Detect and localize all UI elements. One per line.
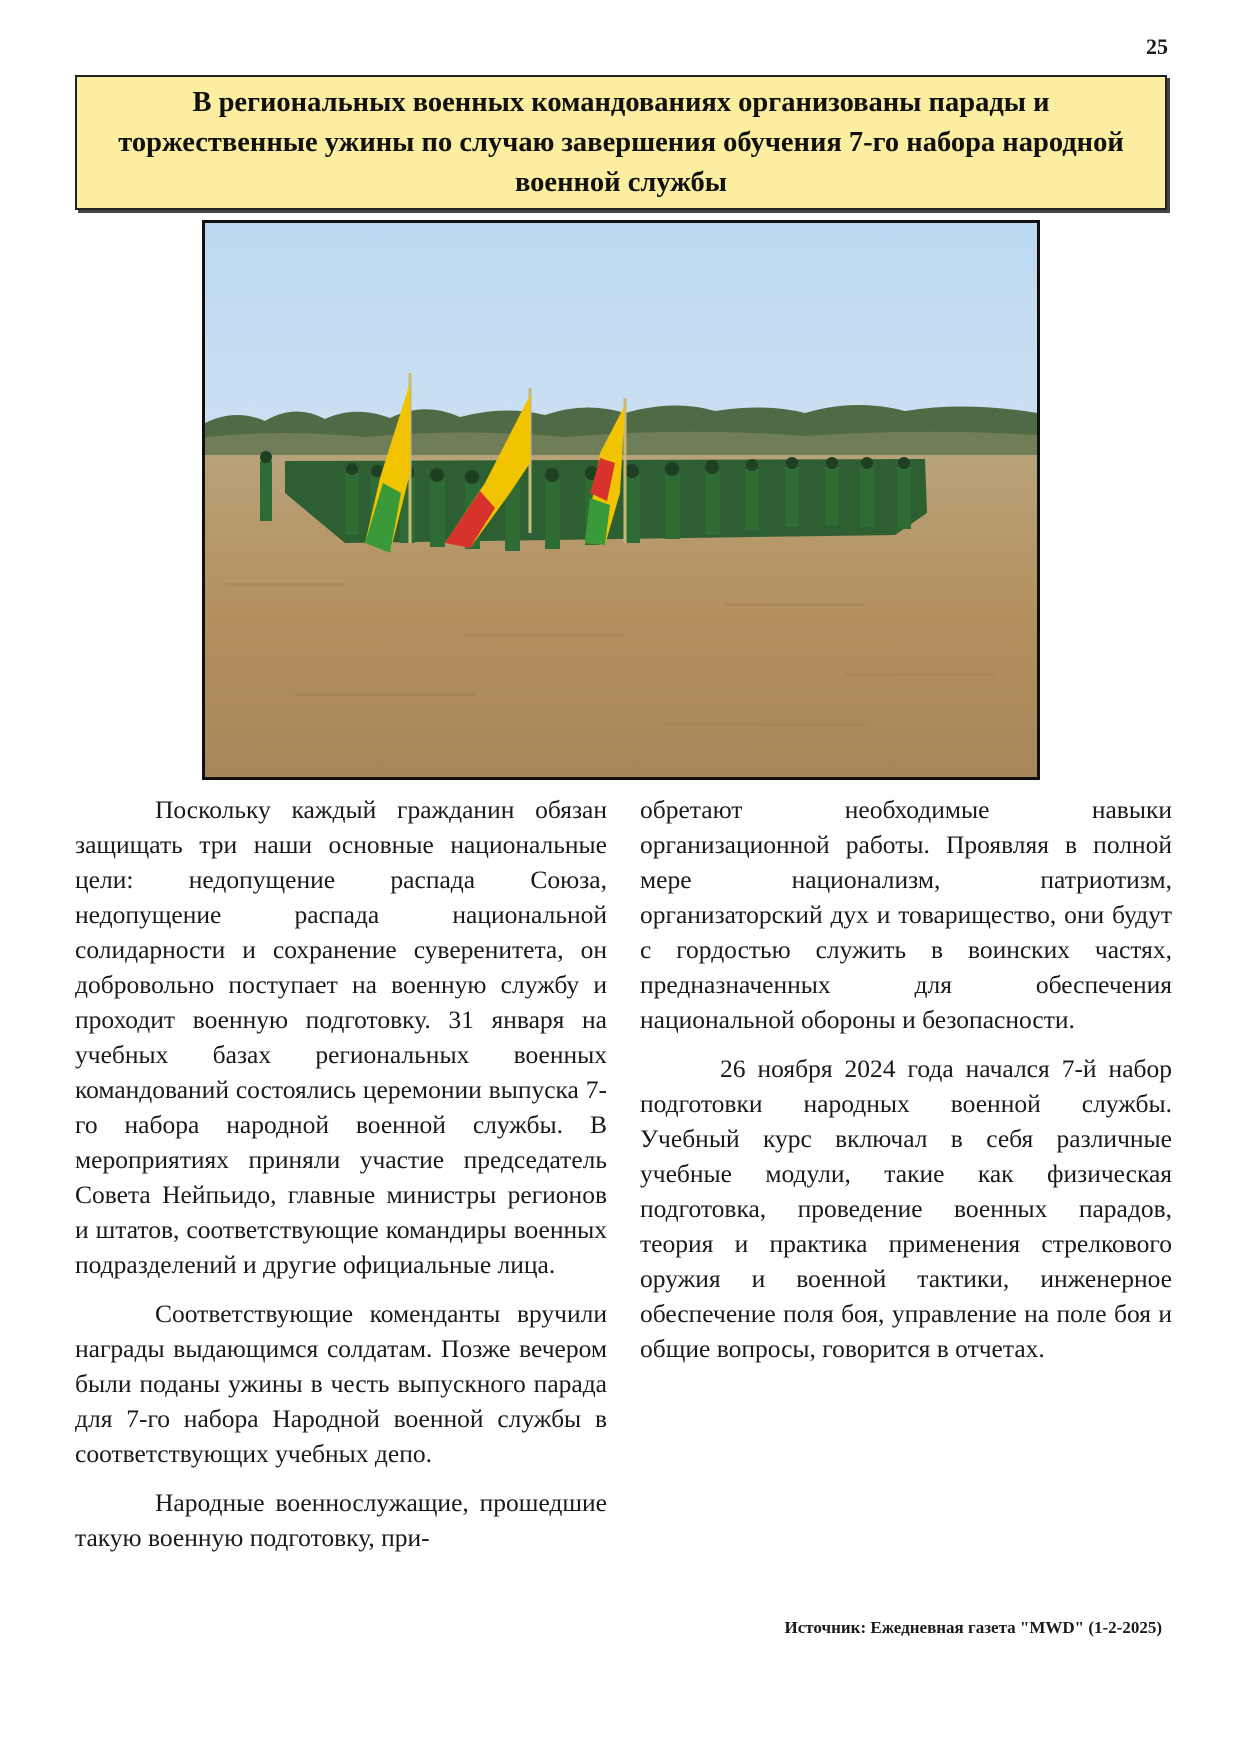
parade-photo (202, 220, 1040, 780)
headline: В региональных военных командованиях организованы парады и торжественные ужины по случаю завершения обучения 7-го набора народной военной службы (118, 86, 1124, 198)
article-paragraph: Народные военнослужащие, прошедшие такую военную подготовку, при- (75, 1488, 607, 1552)
article-paragraph: обретают необходимые навыки организационной работы. Проявляя в полной мере национализм, патриотизм, организаторский дух и товарищество, они будут с гордостью служить в воинских частях, предназначенных для обеспечения национальной обороны и безопасности. (640, 795, 1172, 1034)
headline-box (75, 75, 1167, 210)
parade-photo-icon (205, 223, 1037, 777)
page-number: 25 (1146, 34, 1168, 59)
article-left-column (75, 792, 607, 1569)
article-right-column (640, 792, 1172, 1380)
article-paragraph: 26 ноября 2024 года начался 7-й набор подготовки народных военной службы. Учебный курс включал в себя различные учебные модули, такие как физическая подготовка, проведение военных парадов, теория и практика применения стрелкового оружия и военной тактики, инженерное обеспечение поля боя, управление на поле боя и общие вопросы, говорится в отчетах. (640, 1054, 1172, 1363)
source-credit: Источник: Ежедневная газета "MWD" (1-2-2025) (784, 1618, 1162, 1637)
article-paragraph: Соответствующие коменданты вручили награды выдающимся солдатам. Позже вечером были поданы ужины в честь выпускного парада для 7-го набора Народной военной службы в соответствующих учебных депо. (75, 1299, 607, 1468)
article-paragraph: Поскольку каждый гражданин обязан защищать три наши основные национальные цели: недопущение распада Союза, недопущение распада национальной солидарности и сохранение суверенитета, он добровольно поступает на военную службу и проходит военную подготовку. 31 января на учебных базах региональных военных командований состоялись церемонии выпуска 7-го набора народной военной службы. В мероприятиях приняли участие председатель Совета Нейпьидо, главные министры регионов и штатов, соответствующие командиры военных подразделений и другие официальные лица. (75, 795, 607, 1279)
